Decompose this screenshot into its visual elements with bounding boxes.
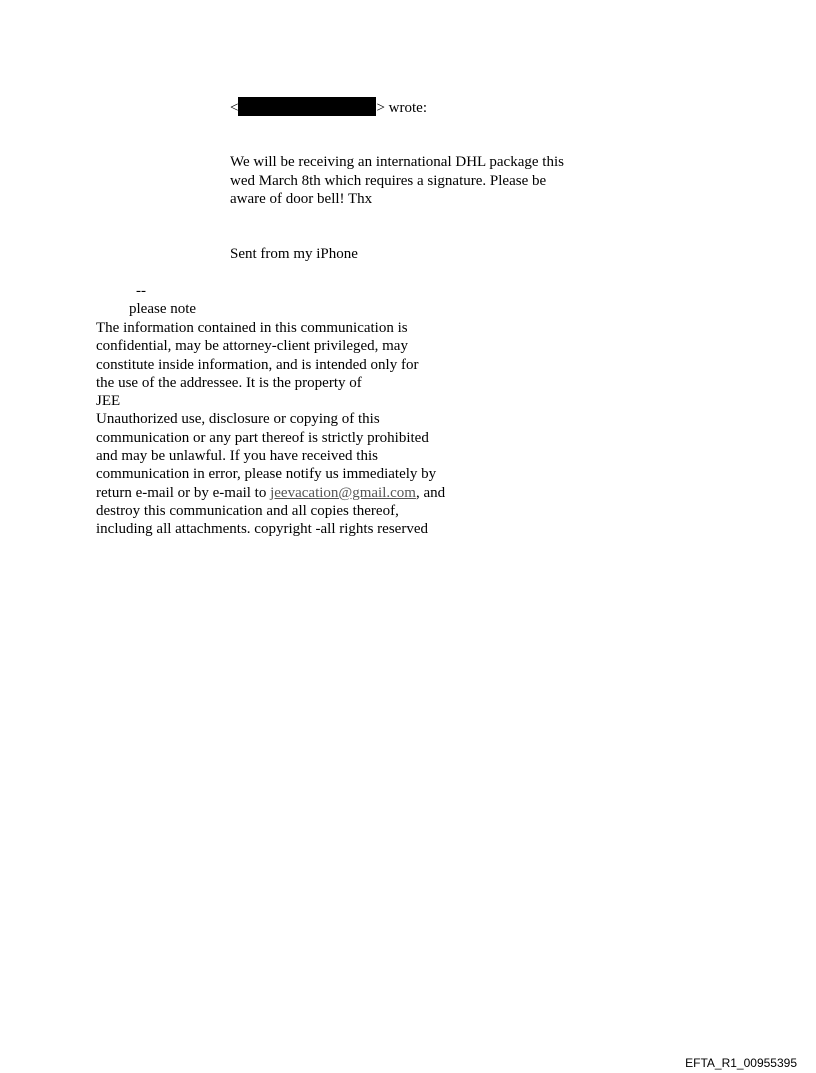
body-line: aware of door bell! Thx [230,191,373,207]
confidentiality-disclaimer [96,319,496,539]
disclaimer-line: and may be unlawful. If you have received this [96,448,378,465]
email-line-suffix: , and [415,484,446,501]
disclaimer-line: destroy this communication and all copies thereof, [96,502,399,519]
message-signature: Sent from my iPhone [230,246,358,262]
from-prefix: < [230,100,239,116]
bates-number: EFTA_R1_00955395 [685,1056,797,1070]
disclaimer-line: Unauthorized use, disclosure or copying of this [96,411,380,428]
disclaimer-email-line [96,484,496,502]
disclaimer-line: constitute inside information, and is intended only for [96,356,419,373]
email-line-prefix: return e-mail or by e-mail to [96,484,271,501]
signature-separator: -- [136,283,146,299]
email-link[interactable]: jeevacation@gmail.com [270,484,416,501]
disclaimer-line: communication or any part thereof is strictly prohibited [96,429,429,446]
body-line: We will be receiving an international DHL package this [230,154,564,170]
disclaimer-line: the use of the addressee. It is the property of [96,374,362,391]
disclaimer-line: The information contained in this communication is [96,320,408,336]
quoted-message-body [230,153,610,209]
from-suffix: > wrote: [376,100,427,116]
disclaimer-line: confidential, may be attorney-client privileged, may [96,338,408,355]
redacted-sender-block [238,97,376,116]
note-heading: please note [129,301,197,317]
disclaimer-line: JEE [96,393,121,410]
disclaimer-line: communication in error, please notify us immediately by [96,466,437,483]
quoted-from-line [230,97,610,118]
body-line: wed March 8th which requires a signature. Please be [230,172,547,189]
disclaimer-line: including all attachments. copyright -all rights reserved [96,521,428,538]
